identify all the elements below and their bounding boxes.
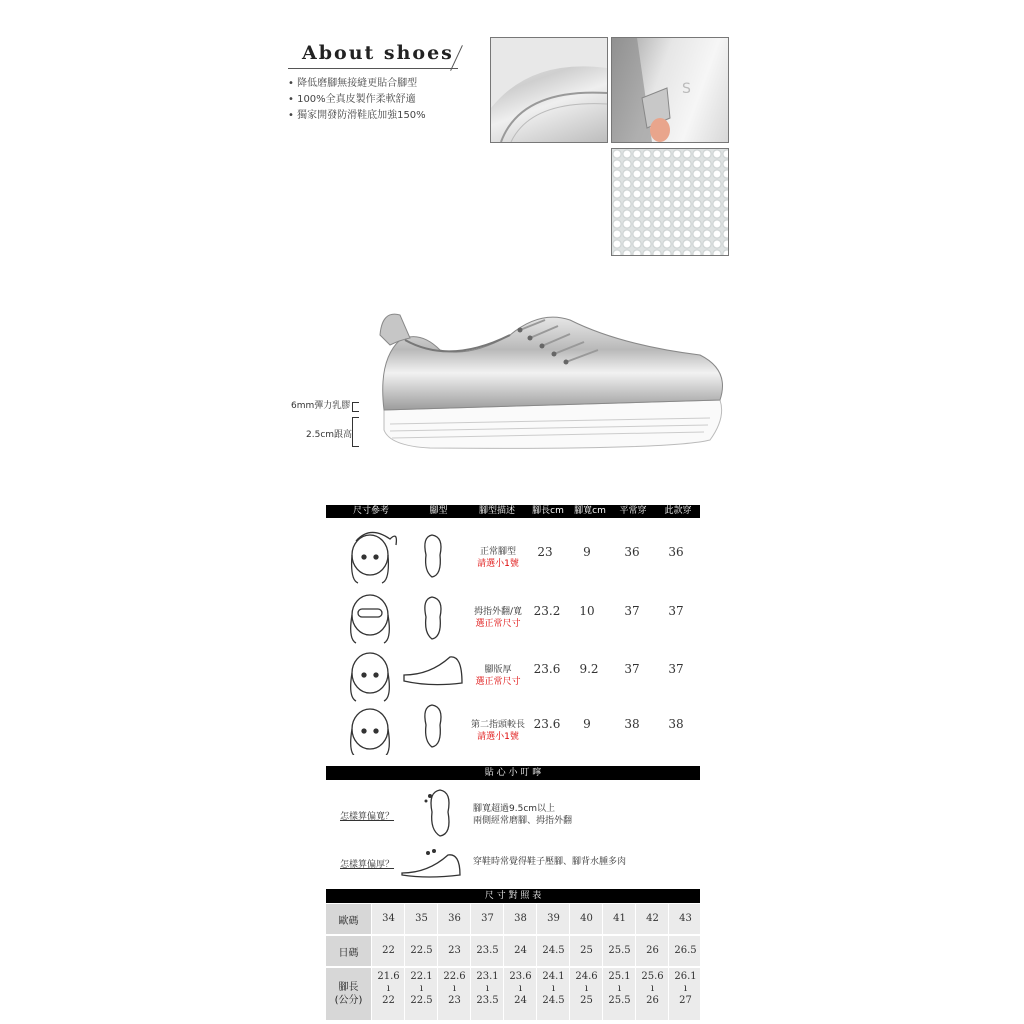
- size-cell: 43: [679, 913, 692, 924]
- fit-row-2-length: 23.2: [533, 604, 561, 618]
- size-row-jp: [326, 936, 700, 966]
- fit-row-3-width: 9.2: [579, 662, 599, 676]
- column-divider: [371, 904, 372, 1020]
- column-divider: [668, 904, 669, 1020]
- title-underline: [288, 68, 458, 69]
- svg-text:S: S: [682, 81, 691, 97]
- size-range-cell: 23.6 ı 24: [509, 971, 532, 1006]
- feature-item: • 降低磨腳無接縫更貼合腳型: [288, 78, 418, 89]
- header-usual: 平常穿: [619, 506, 647, 516]
- foot-thick-icon: [398, 845, 468, 879]
- column-divider: [404, 904, 405, 1020]
- header-length: 腳長cm: [532, 506, 564, 516]
- header-foot-shape: 腳型: [429, 506, 448, 516]
- header-width: 腳寬cm: [574, 506, 606, 516]
- detail-photo-sole-texture: [611, 148, 729, 256]
- feature-list: [288, 76, 426, 124]
- fit-row-1-width: 9: [583, 545, 591, 559]
- size-cell: 35: [415, 913, 428, 924]
- collar-shape: [491, 38, 607, 142]
- size-cell: 22: [382, 945, 395, 956]
- column-divider: [602, 904, 603, 1020]
- column-divider: [569, 904, 570, 1020]
- fit-row-2-desc: 拇指外翻/寬 選正常尺寸: [473, 607, 523, 629]
- size-cell: 42: [646, 913, 659, 924]
- heel-height-label: 2.5cm跟高: [306, 430, 353, 440]
- finger-shape: [650, 118, 670, 142]
- tip-thick-question[interactable]: 怎樣算偏厚？: [340, 860, 395, 870]
- sneaker-image: [370, 290, 730, 460]
- foot-bunion: [425, 597, 441, 639]
- foot-normal: [425, 535, 441, 577]
- size-range-cell: 24.1 ı 24.5: [542, 971, 565, 1006]
- detail-photo-collar: [490, 37, 608, 143]
- size-chart-header: 尺 寸 對 照 表: [326, 889, 700, 903]
- size-cell: 25.5: [608, 945, 631, 956]
- fit-row-3-desc: 腳版厚 選正常尺寸: [475, 665, 521, 687]
- feature-item: • 100%全真皮製作柔軟舒適: [288, 94, 416, 105]
- size-cell: 26: [646, 945, 659, 956]
- fit-row-1-desc: 正常腳型 請選小1號: [477, 547, 519, 569]
- girl-avatar-4: [351, 709, 394, 755]
- fit-row-3-this: 37: [668, 662, 684, 676]
- about-title: About shoes: [302, 42, 454, 64]
- size-cell: 40: [580, 913, 593, 924]
- size-row-label: 日碼: [326, 936, 371, 966]
- size-cell: 24.5: [542, 945, 565, 956]
- fit-row-2-this: 37: [668, 604, 684, 618]
- foot-wide-icon: [420, 786, 460, 838]
- insole-label: 6mm彈力乳膠: [291, 401, 351, 411]
- column-divider: [536, 904, 537, 1020]
- size-range-cell: 24.6 ı 25: [575, 971, 598, 1006]
- fit-row-4-width: 9: [583, 717, 591, 731]
- size-cell: 26.5: [674, 945, 697, 956]
- fit-table-header: [326, 505, 700, 518]
- girl-avatar-1: [352, 532, 397, 583]
- header-size-ref: 尺寸參考: [352, 506, 389, 516]
- size-cell: 24: [514, 945, 527, 956]
- header-description: 腳型描述: [478, 506, 515, 516]
- size-range-cell: 21.6 ı 22: [377, 971, 400, 1006]
- size-cell: 36: [448, 913, 461, 924]
- fit-row-1-length: 23: [537, 545, 553, 559]
- size-row-label: 歐碼: [326, 904, 371, 934]
- fit-row-2-width: 10: [579, 604, 595, 618]
- fit-row-4-length: 23.6: [533, 717, 561, 731]
- column-divider: [437, 904, 438, 1020]
- size-cell: 23: [448, 945, 461, 956]
- size-range-cell: 22.6 ı 23: [443, 971, 466, 1006]
- column-divider: [503, 904, 504, 1020]
- size-range-cell: 25.6 ı 26: [641, 971, 664, 1006]
- tips-header: 貼 心 小 叮 嚀: [326, 766, 700, 780]
- tip-wide-answer: 腳寬超過9.5cm以上 兩側經常磨腳、拇指外翻: [473, 804, 573, 826]
- fit-row-3-usual: 37: [624, 662, 640, 676]
- foot-long-toe: [425, 705, 441, 747]
- detail-photo-heel: [611, 37, 729, 143]
- feature-item: • 獨家開發防滑鞋底加強150%: [288, 110, 426, 121]
- fit-row-4-desc: 第二指頭較長 請選小1號: [470, 720, 525, 742]
- fit-row-4-usual: 38: [624, 717, 640, 731]
- heel-shape: [612, 38, 728, 142]
- size-row-label: 腳長 (公分): [326, 968, 371, 1020]
- column-divider: [470, 904, 471, 1020]
- size-cell: 34: [382, 913, 395, 924]
- tip-thick-answer: 穿鞋時常覺得鞋子壓腳、腳背水腫多肉: [473, 857, 627, 867]
- size-cell: 38: [514, 913, 527, 924]
- size-cell: 25: [580, 945, 593, 956]
- size-cell: 23.5: [476, 945, 499, 956]
- girl-avatar-2: [351, 595, 390, 643]
- header-this-style: 此款穿: [664, 506, 692, 516]
- size-cell: 41: [613, 913, 626, 924]
- fit-row-1-this: 36: [668, 545, 684, 559]
- fit-row-2-usual: 37: [624, 604, 640, 618]
- size-cell: 37: [481, 913, 494, 924]
- size-range-cell: 26.1 ı 27: [674, 971, 697, 1006]
- size-cell: 39: [547, 913, 560, 924]
- insole-bracket: [352, 402, 359, 412]
- size-row-foot-length: [326, 968, 700, 1020]
- size-range-cell: 23.1 ı 23.5: [476, 971, 499, 1006]
- size-range-cell: 22.1 ı 22.5: [410, 971, 433, 1006]
- size-range-cell: 25.1 ı 25.5: [608, 971, 631, 1006]
- foot-thick: [404, 657, 462, 685]
- tip-wide-question[interactable]: 怎樣算偏寬？: [340, 812, 395, 822]
- heel-bracket: [352, 417, 359, 447]
- fit-illustrations: [340, 525, 470, 755]
- size-row-eu: [326, 904, 700, 934]
- fit-row-4-this: 38: [668, 717, 684, 731]
- column-divider: [635, 904, 636, 1020]
- fit-row-1-usual: 36: [624, 545, 640, 559]
- girl-avatar-3: [351, 653, 390, 701]
- size-cell: 22.5: [410, 945, 433, 956]
- fit-row-3-length: 23.6: [533, 662, 561, 676]
